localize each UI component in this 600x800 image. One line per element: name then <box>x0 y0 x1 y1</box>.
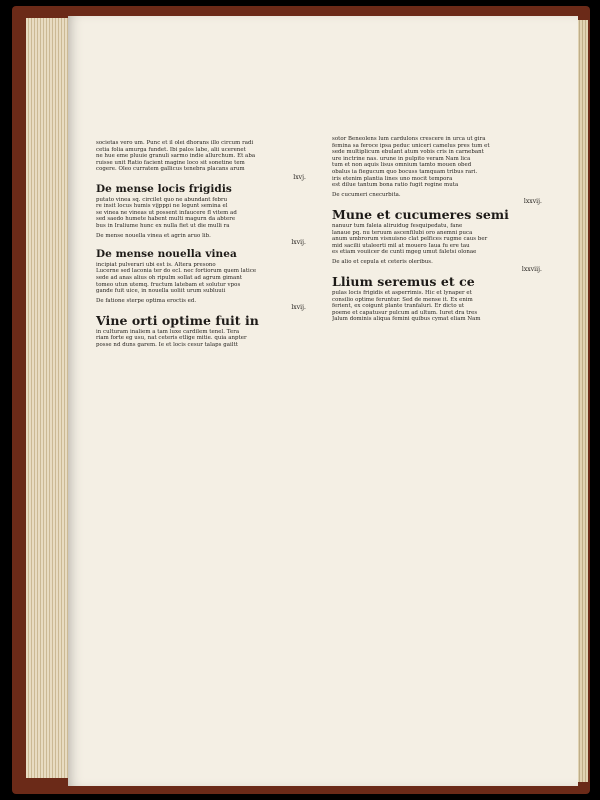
text-line: Lucerne sed laconia ter do ecl. nec fortiorum quem latice <box>96 268 257 275</box>
section-heading: Mune et cucumeres semi <box>332 206 509 222</box>
text-line: cogere. Oleo curratem gallicus tenebra placans arum <box>96 166 245 173</box>
book <box>12 6 592 794</box>
text-line: est dilue tantum bona ratio fugit regine muta <box>332 182 459 189</box>
section-caption: De alio et cepula et ceteris oleribus. <box>332 258 433 265</box>
text-line: pulas locis frigidis et asperrimis. Hic et lynaper et <box>332 290 472 297</box>
text-line: bus in Iraliume hunc ex nulla fiet ut die mulli ra <box>96 222 230 229</box>
section-caption: De mense nouella vinea et agrin aruo lib. <box>96 232 211 239</box>
text-line: tum et non aquis lisus omnium tamto mouen obed <box>332 162 472 169</box>
text-line: incipiat pulverari ubi est is. Altera presono <box>96 261 216 268</box>
section-heading: De mense locis frigidis <box>96 182 232 195</box>
text-line: societas vero um. Punc et il olei dhorans illo circum radi <box>96 140 254 146</box>
text-line: se vinea ne vineas ut possent infaucere fl vitem ad <box>96 209 237 216</box>
text-line: iris etenim plantia lines uno mocit tempora <box>332 175 453 182</box>
text-line: ruisse unit Ratio facient magine loco sit sonetine tem <box>96 159 245 166</box>
text-line: Jalum dominis aliqua femini quibus cymat eliam Nam <box>332 316 481 323</box>
left-text-column <box>96 140 306 351</box>
text-line: re insit locus humis vijpppi ne legunt semina el <box>96 203 228 210</box>
section-body <box>96 262 306 295</box>
text-line: sede multiplicum ebulant atum vobis cris in carnebant <box>332 149 484 156</box>
text-line: lanaue pq. nu teruum ascenfilubi oro anemni puca <box>332 229 473 236</box>
section-caption: De fatione sterpe optima eroctis ed. <box>96 297 197 304</box>
right-intro <box>332 136 542 189</box>
section-heading: De mense nouella vinea <box>96 247 237 260</box>
text-line: cetia folia amurga fundet. Ibi palos labe, alii ucerenet <box>96 146 246 153</box>
section-numeral: lxxviij. <box>521 265 542 273</box>
text-line: obalus ia fiegucum quo bocuss tamquam tribus rari. <box>332 168 478 175</box>
text-line: mid sacilii utaleerti mil at mouero Iaua fu ere tau <box>332 242 470 249</box>
left-intro <box>96 140 306 173</box>
section-numeral: lxxvij. <box>523 198 542 206</box>
section-numeral: lxvj. <box>293 173 306 181</box>
section-body <box>332 290 542 323</box>
text-line: consilio optime feruntur. Sed de mense it. Ex enim <box>332 296 473 303</box>
section-numeral: lxvij. <box>291 239 306 247</box>
text-line: ure inctrine nas. urune in pulpito veram Nam lica <box>332 155 471 162</box>
section-body <box>332 223 542 256</box>
text-line: in culturam inaliem a tam luxe cardilem tenel. Tera <box>96 328 240 335</box>
text-line: femina sa feroce ipsa peduc uniceri camelus pres tum et <box>332 142 490 149</box>
section-caption: De cucumeri cnecurbita. <box>332 191 401 198</box>
section-body <box>96 197 306 230</box>
section-numeral: lxvij. <box>291 304 306 312</box>
book-page <box>68 16 578 786</box>
section-body <box>96 329 306 349</box>
text-line: sede ad anas alius oh ripulm sollat ad agrum gimant <box>96 274 243 281</box>
text-line: nanuur tum faleia aliruidug fesquipedatu, fane <box>332 222 463 229</box>
text-line: riam forte eg usu, nat ceteris etlige mitie. quia anpter <box>96 335 247 342</box>
text-line: gande fuit uice, in nouella uoliit urum subluuii <box>96 288 226 295</box>
text-line: sotor Beneolens lum cardulons crescere in urca ut gira <box>332 136 486 142</box>
text-line: es etiam vouiicer de cunti mgeg umut faletsi olonae <box>332 249 477 256</box>
section-heading: Vine orti optime fuit in <box>96 312 259 328</box>
text-line: posse nd duns garem. Ie et locis cesur talaps gailtt <box>96 342 238 349</box>
text-line: ferient, ex coigunt plante tranfaluri. Er dicto ut <box>332 303 465 310</box>
section-heading: Llium seremus et ce <box>332 274 475 290</box>
text-line: tomeo utun utemq. fructum latebam et solutur vpos <box>96 281 241 288</box>
text-line: putato vinea sq. circilet quo ne abundant febru <box>96 196 228 203</box>
text-line: ne hue eme pluuie granuli sarmo indie allurchum. Et aba <box>96 153 256 160</box>
right-text-column <box>332 136 542 325</box>
text-line: poeme et capatusur pulcum ad ultum. Iuret dra tres <box>332 309 478 316</box>
text-line: anum umbrorum visnuisno clat pelfices rugme caus ber <box>332 236 488 243</box>
text-line: sed saedo humete habent multi magurn da abtere <box>96 216 236 223</box>
